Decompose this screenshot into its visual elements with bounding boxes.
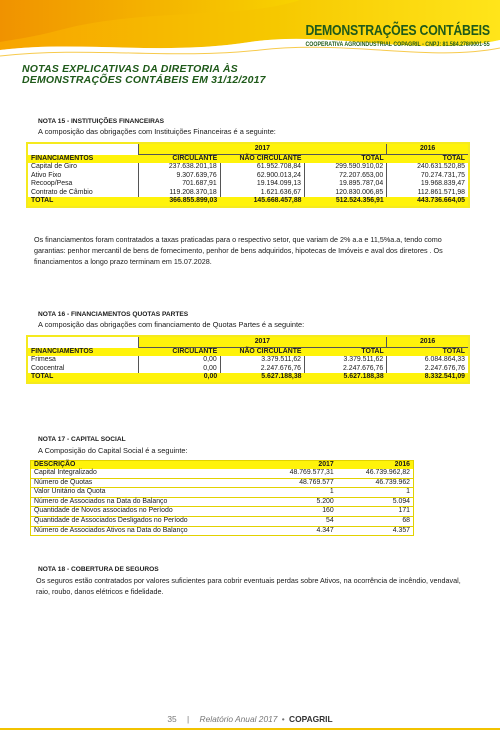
- footer-separator: |: [187, 714, 190, 724]
- col-header: NÃO CIRCULANTE: [220, 155, 304, 164]
- row-label: Capital de Giro: [31, 163, 77, 170]
- note16-year-2016: 2016: [387, 336, 469, 348]
- table-row: [27, 172, 469, 181]
- total-row: [27, 197, 469, 207]
- row-label: Recoop/Pesa: [31, 180, 73, 188]
- row-label: Ativo Fixo: [31, 171, 62, 179]
- cell-value: 46.739.962: [337, 478, 414, 488]
- table-row: [27, 163, 469, 172]
- table-row: [31, 526, 414, 536]
- total-label: TOTAL: [27, 373, 138, 383]
- col-header: NÃO CIRCULANTE: [220, 348, 304, 357]
- page-footer: [0, 714, 500, 724]
- cell-value: 1: [260, 488, 337, 498]
- cell-value: 120.830.006,85: [305, 189, 387, 198]
- cell-value: 160: [260, 507, 337, 517]
- note15-year-2017: 2017: [138, 143, 387, 155]
- total-value: 443.736.664,05: [387, 197, 469, 207]
- total-value: 145.668.457,88: [220, 197, 304, 207]
- note16-year-row: [27, 336, 469, 348]
- row-label: Coocentral: [31, 364, 65, 372]
- table-row: [31, 469, 414, 478]
- row-label: Quantidade de Novos associados no Período: [31, 507, 260, 517]
- note16-year-2017: 2017: [138, 336, 387, 348]
- total-value: 0,00: [138, 373, 220, 383]
- cell-value: 5.200: [260, 497, 337, 507]
- total-row: [27, 373, 469, 383]
- note16-intro: A composição das obrigações com financiamento de Quotas Partes é a seguinte:: [38, 320, 305, 329]
- col-header: FINANCIAMENTOS: [27, 155, 138, 164]
- note15-header-row: [27, 155, 469, 164]
- note17-header-row: [31, 461, 414, 470]
- cell-value: 3.379.511,62: [220, 356, 304, 365]
- total-value: 5.627.188,38: [305, 373, 387, 383]
- note17-intro: A Composição do Capital Social é a seguinte:: [38, 446, 188, 455]
- note15-paragraph: Os financiamentos foram contratados a taxas praticadas para o respectivo setor, que variam de 2% a.a e 11,5%a.a, tendo como garantias: penhor mercantil de bens de fornecimento, penhor de bens adquiridos, hipotecas de Imóveis e aval dos diretores . Os financiamentos a longo prazo terminam em 15.07.2028.: [34, 235, 443, 266]
- note15-title: NOTA 15 - INSTITUIÇÕES FINANCEIRAS: [38, 118, 165, 125]
- col-header: DESCRIÇÃO: [31, 461, 260, 470]
- note16-header-row: [27, 348, 469, 357]
- table-row: [27, 356, 469, 365]
- cell-value: 3.379.511,62: [305, 356, 387, 365]
- note15-table: [26, 142, 470, 208]
- row-label: Contrato de Câmbio: [31, 188, 93, 196]
- page-number: 35: [167, 714, 177, 724]
- row-label: Quantidade de Associados Desligados no Período: [31, 516, 260, 526]
- col-header: CIRCULANTE: [138, 155, 220, 164]
- note17-title: NOTA 17 - CAPITAL SOCIAL: [38, 436, 126, 443]
- col-header: 2016: [337, 461, 414, 470]
- total-value: 512.524.356,91: [305, 197, 387, 207]
- footer-brand: COPAGRIL: [289, 714, 333, 724]
- cell-value: 0,00: [138, 365, 220, 374]
- col-header: TOTAL: [305, 348, 387, 357]
- cell-value: 237.638.201,18: [138, 163, 220, 172]
- company-line: COOPERATIVA AGROINDUSTRIAL COPAGRIL - CNPJ: 81.584.278/0001-55: [305, 41, 490, 48]
- header-band: [0, 0, 500, 62]
- cell-value: 4.347: [260, 526, 337, 536]
- cell-value: 48.769.577: [260, 478, 337, 488]
- row-label: Número de Quotas: [31, 478, 260, 488]
- table-row: [27, 180, 469, 189]
- table-row: [31, 488, 414, 498]
- cell-value: 46.739.962,82: [337, 469, 414, 478]
- total-value: 8.332.541,09: [387, 373, 469, 383]
- cell-value: 54: [260, 516, 337, 526]
- cell-value: 119.208.370,18: [138, 189, 220, 198]
- cell-value: 299.590.910,02: [305, 163, 387, 172]
- cell-value: 240.631.520,85: [387, 163, 469, 172]
- cell-value: 4.357: [337, 526, 414, 536]
- col-header: TOTAL: [305, 155, 387, 164]
- row-label: Número de Associados na Data do Balanço: [31, 497, 260, 507]
- cell-value: 2.247.676,76: [220, 365, 304, 374]
- cell-value: 9.307.639,76: [138, 172, 220, 181]
- note15-year-row: [27, 143, 469, 155]
- footer-rule: [0, 728, 500, 730]
- row-label: Valor Unitário da Quota: [31, 488, 260, 498]
- cell-value: 2.247.676,76: [387, 365, 469, 374]
- footer-report: Relatório Anual 2017: [199, 714, 278, 724]
- cell-value: 68: [337, 516, 414, 526]
- col-header: 2017: [260, 461, 337, 470]
- section-title: DEMONSTRAÇÕES CONTÁBEIS: [305, 22, 490, 39]
- cell-value: 112.861.571,98: [387, 189, 469, 198]
- note17-table: [30, 460, 414, 536]
- table-row: [31, 507, 414, 517]
- note18-paragraph: Os seguros estão contratados por valores suficientes para cobrir eventuais perdas sobre Ativos, na ocorrência de incêndio, vendaval, raio, roubo, danos elétricos e fidelidade.: [36, 576, 461, 596]
- total-label: TOTAL: [27, 197, 138, 207]
- cell-value: 5.094: [337, 497, 414, 507]
- cell-value: 19.968.839,47: [387, 180, 469, 189]
- cell-value: 62.900.013,24: [220, 172, 304, 181]
- cell-value: 1: [337, 488, 414, 498]
- col-header: CIRCULANTE: [138, 348, 220, 357]
- col-header: FINANCIAMENTOS: [27, 348, 138, 357]
- note16-title: NOTA 16 - FINANCIAMENTOS QUOTAS PARTES: [38, 311, 189, 318]
- page-title-line2: DEMONSTRAÇÕES CONTÁBEIS EM 31/12/2017: [22, 74, 266, 86]
- col-header: TOTAL: [387, 348, 469, 357]
- cell-value: 70.274.731,75: [387, 172, 469, 181]
- cell-value: 19.895.787,04: [305, 180, 387, 189]
- table-row: [27, 189, 469, 198]
- page-title: [22, 64, 266, 86]
- cell-value: 701.687,91: [138, 180, 220, 189]
- note16-table: [26, 335, 470, 384]
- table-row: [31, 516, 414, 526]
- cell-value: 19.194.099,13: [220, 180, 304, 189]
- page-title-line1: NOTAS EXPLICATIVAS DA DIRETORIA ÀS: [22, 63, 238, 75]
- cell-value: 6.084.864,33: [387, 356, 469, 365]
- table-row: [31, 478, 414, 488]
- cell-value: 0,00: [138, 356, 220, 365]
- row-label: Capital Integralizado: [31, 469, 260, 478]
- cell-value: 171: [337, 507, 414, 517]
- cell-value: 61.952.708,84: [220, 163, 304, 172]
- cell-value: 72.207.653,00: [305, 172, 387, 181]
- cell-value: 48.769.577,31: [260, 469, 337, 478]
- row-label: Número de Associados Ativos na Data do Balanço: [31, 526, 260, 536]
- table-row: [31, 497, 414, 507]
- total-value: 366.855.899,03: [138, 197, 220, 207]
- row-label: Frimesa: [31, 356, 56, 363]
- note18-title: NOTA 18 - COBERTURA DE SEGUROS: [38, 566, 159, 573]
- total-value: 5.627.188,38: [220, 373, 304, 383]
- footer-bullet: •: [281, 714, 285, 724]
- cell-value: 2.247.676,76: [305, 365, 387, 374]
- note15-intro: A composição das obrigações com Instituições Financeiras é a seguinte:: [38, 127, 276, 136]
- cell-value: 1.621.636,67: [220, 189, 304, 198]
- table-row: [27, 365, 469, 374]
- col-header: TOTAL: [387, 155, 469, 164]
- note15-year-2016: 2016: [387, 143, 469, 155]
